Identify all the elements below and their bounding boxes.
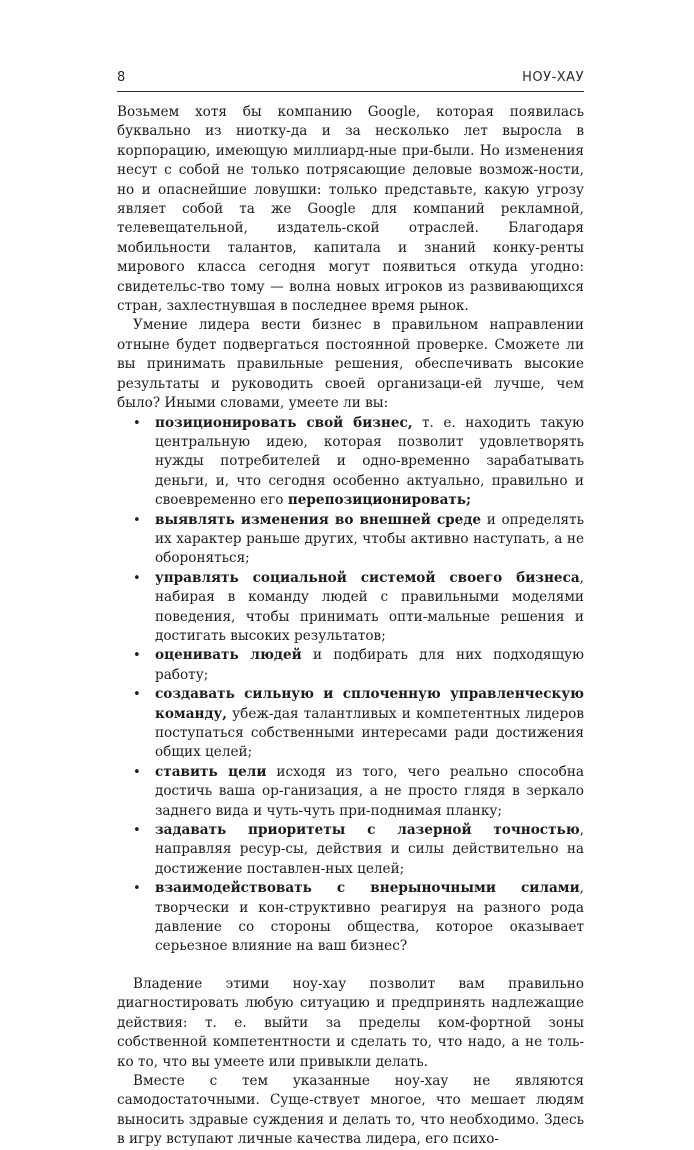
body-text — [117, 103, 584, 1150]
list-item-text: , творчески и кон-структивно реагируя на разного рода давление со стороны общества, которое оказывает серьезное влияние на ваш бизнес? — [155, 880, 584, 955]
list-item — [155, 821, 584, 879]
paragraph-2: Умение лидера вести бизнес в правильном направлении отныне будет подвергаться постоянной проверке. Сможете ли вы принимать правильные решения, обеспечивать высокие результаты и руководить своей организаци-ей лучше, чем было? Иными словами, умеете ли вы: — [117, 317, 584, 412]
list-item-bold: создавать сильную и сплоченную управленческую команду, — [155, 686, 584, 722]
list-item-text: , набирая в команду людей с правильными моделями поведения, чтобы принимать опти-мальные решения и достигать высоких результатов; — [155, 569, 584, 644]
list-item-bold: задавать приоритеты с лазерной точностью — [155, 822, 580, 839]
list-item-text: исходя из того, чего реально способна достичь ваша ор-ганизация, а не просто глядя в зеркало заднего вида и чуть-чуть при-поднимая планку; — [155, 763, 584, 819]
list-item-text: т. е. находить такую центральную идею, которая позволит удовлетворять нужды потребителей и одно-временно зарабатывать деньги, и, что сегодня особенно актуально, правильно и своевременно его — [155, 414, 584, 509]
skills-list — [117, 414, 584, 957]
list-item — [155, 646, 584, 685]
list-item-text: и подбирать для них подходящую работу; — [155, 647, 584, 683]
paragraph-1: Возьмем хотя бы компанию Google, которая появилась буквально из ниотку-да и за несколько лет выросла в корпорацию, имеющую миллиард-ные при-были. Но изменения несут с собой не только потрясающие деловые возмож-ности, но и опаснейшие ловушки: только представьте, какую угрозу являет собой та же Google для компаний рекламной, телевещательной, издатель-ской отраслей. Благодаря мобильности талантов, капитала и знаний конку-ренты мирового класса сегодня могут появиться откуда угодно: свидетельс-тво тому — волна новых игроков из развивающихся стран, захлестнувшая в последнее время рынок. — [117, 104, 584, 315]
header-rule — [117, 91, 584, 92]
list-item — [155, 685, 584, 763]
list-item — [155, 414, 584, 511]
list-item — [155, 511, 584, 569]
page-number: 8 — [117, 70, 126, 85]
list-item — [155, 763, 584, 821]
list-item-bold: ставить цели — [155, 763, 267, 780]
list-item-bold: позиционировать свой бизнес, — [155, 414, 413, 431]
list-item — [155, 569, 584, 647]
list-item — [155, 879, 584, 957]
running-head: НОУ-ХАУ — [522, 70, 584, 85]
list-item-bold: управлять социальной системой своего бизнеса — [155, 569, 580, 586]
list-item-text: , направляя ресур-сы, действия и силы действительно на достижение поставлен-ных целей; — [155, 822, 584, 877]
page-header — [117, 70, 584, 92]
paragraph-4: Вместе с тем указанные ноу-хау не являются самодостаточными. Суще-ствует многое, что мешает людям выносить здравые суждения и делать то, что необходимо. Здесь в игру вступают личные качества лидера, его психо- — [117, 1072, 584, 1148]
list-item-bold: взаимодействовать с внерыночными силами — [155, 880, 580, 897]
list-item-bold: оценивать людей — [155, 647, 302, 664]
list-item-text: убеж-дая талантливых и компетентных лидеров поступаться собственными интересами ради достижения общих целей; — [155, 705, 584, 761]
list-item-bold: выявлять изменения во внешней среде — [155, 511, 482, 528]
list-item-bold-2: перепозиционировать; — [287, 492, 472, 509]
list-item-text: и определять их характер раньше других, чтобы активно наступать, а не обороняться; — [155, 511, 584, 567]
paragraph-3: Владение этими ноу-хау позволит вам правильно диагностировать любую ситуацию и предпринять надлежащие действия: т. е. выйти за пределы ком-фортной зоны собственной компетентности и сделать то, что надо, а не толь-ко то, что вы умеете или привыкли делать. — [117, 975, 584, 1070]
